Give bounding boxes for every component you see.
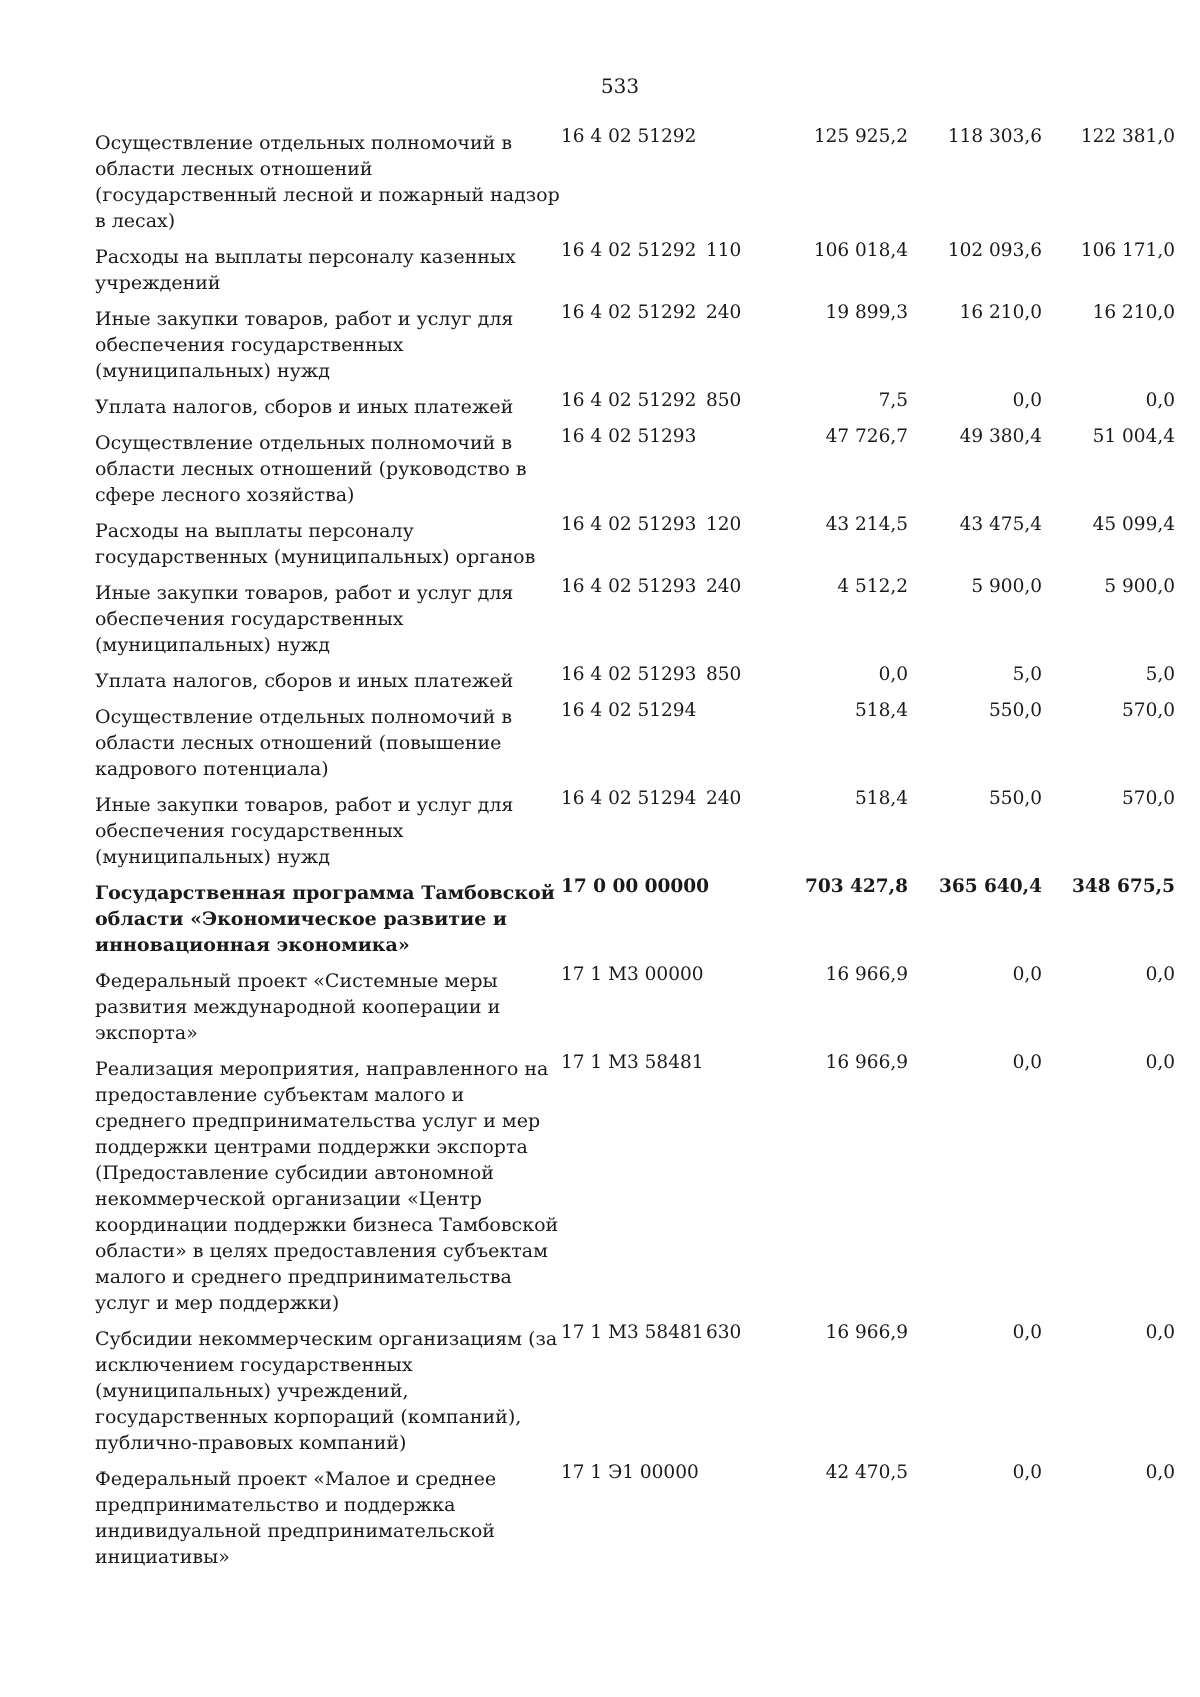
row-name: Федеральный проект «Малое и среднее предпринимательство и поддержка индивидуальной предпринимательской инициативы» [95,1468,497,1568]
budget-table [95,126,1175,1580]
row-value-year1: 42 470,5 [825,1462,908,1483]
row-value-year1: 518,4 [855,700,908,721]
row-expense-type: 120 [706,514,742,535]
page-number: 533 [600,74,640,98]
row-value-year2: 118 303,6 [947,126,1042,147]
row-value-year2: 365 640,4 [939,876,1042,897]
table-row [95,1052,1175,1316]
row-name: Иные закупки товаров, работ и услуг для обеспечения государственных (муниципальных) нужд [95,794,514,868]
row-code: 16 4 02 51293 [561,514,697,535]
row-code: 16 4 02 51293 [561,576,697,597]
row-expense-type: 850 [706,390,742,411]
row-value-year1: 518,4 [855,788,908,809]
row-code: 17 1 M3 58481 [561,1052,704,1073]
row-value-year2: 550,0 [989,700,1042,721]
table-row [95,1322,1175,1456]
row-name: Государственная программа Тамбовской области «Экономическое развитие и инновационная экономика» [95,882,555,956]
table-row [95,514,1175,570]
table-row [95,390,1175,420]
row-code: 16 4 02 51292 [561,240,697,261]
row-code: 17 1 M3 58481 [561,1322,704,1343]
table-row [95,664,1175,694]
row-value-year1: 16 966,9 [825,1052,908,1073]
row-expense-type: 240 [706,302,742,323]
row-value-year3: 0,0 [1145,964,1175,985]
row-name: Федеральный проект «Системные меры развития международной кооперации и экспорта» [95,970,501,1044]
row-name: Иные закупки товаров, работ и услуг для обеспечения государственных (муниципальных) нужд [95,308,514,382]
row-name: Осуществление отдельных полномочий в области лесных отношений (государственный лесной и пожарный надзор в лесах) [95,132,560,232]
row-value-year1: 43 214,5 [825,514,908,535]
row-value-year3: 122 381,0 [1080,126,1175,147]
table-row [95,964,1175,1046]
row-value-year3: 106 171,0 [1080,240,1175,261]
row-value-year2: 0,0 [1012,1462,1042,1483]
row-code: 16 4 02 51294 [561,700,697,721]
row-value-year1: 47 726,7 [825,426,908,447]
row-expense-type: 630 [706,1322,742,1343]
row-value-year1: 7,5 [878,390,908,411]
row-value-year1: 16 966,9 [825,964,908,985]
row-code: 16 4 02 51294 [561,788,697,809]
row-value-year1: 0,0 [878,664,908,685]
row-name: Реализация мероприятия, направленного на предоставление субъектам малого и среднего предпринимательства услуг и мер поддержки центрами поддержки экспорта (Предоставление субсидии автономной некоммерческой организации «Центр координации поддержки бизнеса Тамбовской области» в целях предоставления субъектам малого и среднего предпринимательства услуг и мер поддержки) [95,1058,559,1314]
row-value-year1: 703 427,8 [805,876,908,897]
row-expense-type: 110 [706,240,742,261]
row-code: 17 1 M3 00000 [561,964,704,985]
row-code: 17 1 Э1 00000 [561,1462,699,1483]
row-value-year3: 570,0 [1122,700,1175,721]
table-row [95,576,1175,658]
row-value-year2: 5,0 [1012,664,1042,685]
row-code: 16 4 02 51292 [561,126,697,147]
table-row [95,1462,1175,1570]
table-row [95,700,1175,782]
table-row [95,302,1175,384]
row-value-year3: 0,0 [1145,390,1175,411]
row-value-year2: 0,0 [1012,390,1042,411]
table-row-program-total [95,876,1175,958]
row-expense-type: 240 [706,788,742,809]
row-value-year3: 51 004,4 [1092,426,1175,447]
row-value-year3: 0,0 [1145,1462,1175,1483]
row-value-year2: 0,0 [1012,1322,1042,1343]
row-value-year1: 4 512,2 [837,576,908,597]
row-name: Расходы на выплаты персоналу казенных учреждений [95,246,516,294]
row-value-year3: 45 099,4 [1092,514,1175,535]
row-value-year2: 550,0 [989,788,1042,809]
row-value-year3: 5 900,0 [1104,576,1175,597]
row-value-year3: 570,0 [1122,788,1175,809]
row-value-year3: 0,0 [1145,1322,1175,1343]
table-row [95,126,1175,234]
row-value-year2: 0,0 [1012,964,1042,985]
row-value-year1: 125 925,2 [813,126,908,147]
row-code: 16 4 02 51293 [561,664,697,685]
row-value-year1: 16 966,9 [825,1322,908,1343]
row-value-year2: 5 900,0 [971,576,1042,597]
row-value-year3: 0,0 [1145,1052,1175,1073]
row-code: 16 4 02 51292 [561,390,697,411]
row-expense-type: 850 [706,664,742,685]
row-value-year3: 16 210,0 [1092,302,1175,323]
row-value-year1: 19 899,3 [825,302,908,323]
row-name: Уплата налогов, сборов и иных платежей [95,396,514,418]
row-value-year2: 16 210,0 [959,302,1042,323]
row-code: 17 0 00 00000 [561,876,710,897]
row-name: Уплата налогов, сборов и иных платежей [95,670,514,692]
row-value-year2: 43 475,4 [959,514,1042,535]
row-value-year1: 106 018,4 [813,240,908,261]
table-row [95,240,1175,296]
row-value-year2: 102 093,6 [947,240,1042,261]
row-value-year2: 0,0 [1012,1052,1042,1073]
row-value-year3: 348 675,5 [1072,876,1175,897]
row-name: Субсидии некоммерческим организациям (за исключением государственных (муниципальных) учреждений, государственных корпораций (компаний), публично-правовых компаний) [95,1328,558,1454]
table-row [95,788,1175,870]
row-name: Расходы на выплаты персоналу государственных (муниципальных) органов [95,520,536,568]
row-code: 16 4 02 51293 [561,426,697,447]
row-name: Осуществление отдельных полномочий в области лесных отношений (повышение кадрового потенциала) [95,706,513,780]
row-value-year3: 5,0 [1145,664,1175,685]
table-row [95,426,1175,508]
row-name: Иные закупки товаров, работ и услуг для обеспечения государственных (муниципальных) нужд [95,582,514,656]
row-name: Осуществление отдельных полномочий в области лесных отношений (руководство в сфере лесного хозяйства) [95,432,527,506]
row-expense-type: 240 [706,576,742,597]
row-value-year2: 49 380,4 [959,426,1042,447]
row-code: 16 4 02 51292 [561,302,697,323]
